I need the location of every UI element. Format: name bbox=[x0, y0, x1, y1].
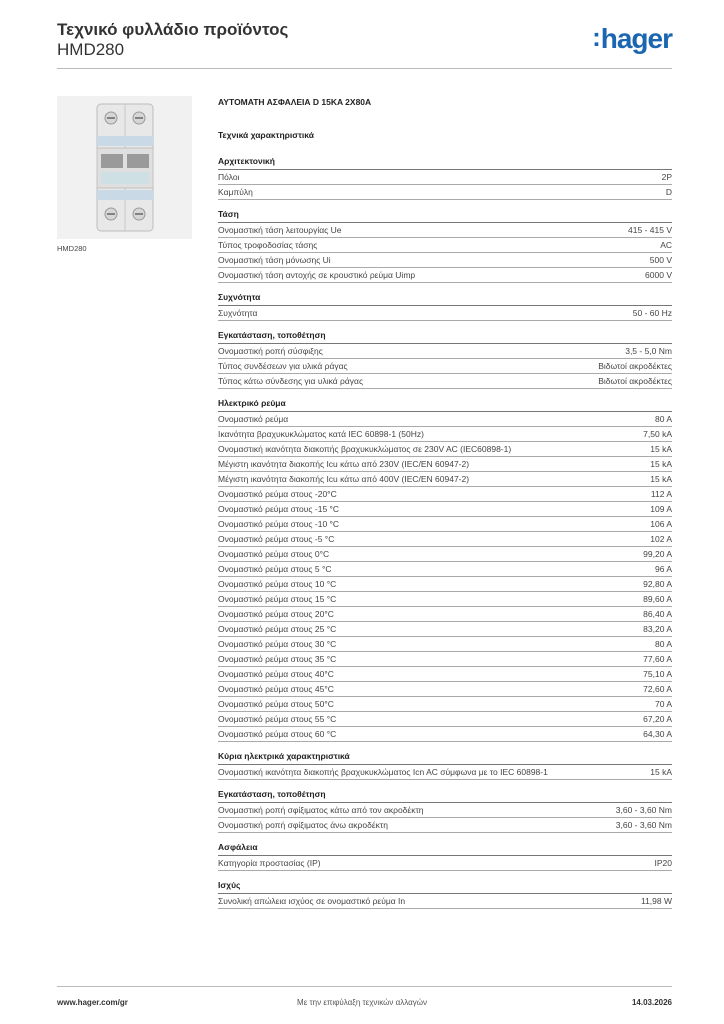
spec-row bbox=[218, 502, 672, 517]
spec-row bbox=[218, 472, 672, 487]
spec-value: 96 A bbox=[654, 564, 672, 574]
spec-row bbox=[218, 170, 672, 185]
spec-row bbox=[218, 457, 672, 472]
spec-section bbox=[218, 789, 672, 833]
spec-label: Ονομαστικό ρεύμα στους 30 °C bbox=[218, 639, 337, 649]
spec-value: 80 A bbox=[654, 414, 672, 424]
spec-section bbox=[218, 330, 672, 389]
section-title: Εγκατάσταση, τοποθέτηση bbox=[218, 330, 672, 344]
spec-label: Ικανότητα βραχυκυκλώματος κατά IEC 60898-1 (50Hz) bbox=[218, 429, 424, 439]
spec-row bbox=[218, 607, 672, 622]
spec-value: IP20 bbox=[654, 858, 672, 868]
hager-logo bbox=[592, 24, 672, 54]
spec-label: Ονομαστικό ρεύμα στους -15 °C bbox=[218, 504, 340, 514]
spec-row bbox=[218, 359, 672, 374]
spec-label: Ονομαστικό ρεύμα στους 50°C bbox=[218, 699, 334, 709]
spec-row bbox=[218, 637, 672, 652]
spec-row bbox=[218, 622, 672, 637]
section-title: Τάση bbox=[218, 209, 672, 223]
spec-row bbox=[218, 592, 672, 607]
spec-section bbox=[218, 292, 672, 321]
spec-label: Ονομαστική ικανότητα διακοπής βραχυκυκλώματος σε 230V AC (IEC60898-1) bbox=[218, 444, 512, 454]
spec-row bbox=[218, 442, 672, 457]
spec-row bbox=[218, 547, 672, 562]
section-title: Κύρια ηλεκτρικά χαρακτηριστικά bbox=[218, 751, 672, 765]
spec-label: Μέγιστη ικανότητα διακοπής Icu κάτω από 230V (IEC/EN 60947-2) bbox=[218, 459, 470, 469]
spec-label: Ονομαστικό ρεύμα στους 10 °C bbox=[218, 579, 337, 589]
spec-value: 6000 V bbox=[645, 270, 672, 280]
spec-label: Ονομαστικό ρεύμα στους 40°C bbox=[218, 669, 334, 679]
footer-date: 14.03.2026 bbox=[631, 998, 672, 1007]
spec-value: 92,80 A bbox=[643, 579, 672, 589]
spec-value: 15 kA bbox=[650, 767, 672, 777]
spec-value: 3,60 - 3,60 Nm bbox=[615, 820, 672, 830]
spec-value: 415 - 415 V bbox=[628, 225, 672, 235]
spec-value: 112 A bbox=[650, 489, 672, 499]
spec-value: 15 kA bbox=[650, 444, 672, 454]
spec-row bbox=[218, 517, 672, 532]
spec-label: Ονομαστικό ρεύμα στους -20°C bbox=[218, 489, 337, 499]
technical-specs-heading: Τεχνικά χαρακτηριστικά bbox=[218, 130, 314, 140]
section-title: Αρχιτεκτονική bbox=[218, 156, 672, 170]
spec-row bbox=[218, 185, 672, 200]
spec-row bbox=[218, 667, 672, 682]
spec-section bbox=[218, 842, 672, 871]
spec-label: Ονομαστική τάση λειτουργίας Ue bbox=[218, 225, 342, 235]
spec-row bbox=[218, 818, 672, 833]
spec-label: Ονομαστική ροπή σύσφιξης bbox=[218, 346, 323, 356]
spec-section bbox=[218, 398, 672, 742]
spec-value: 70 A bbox=[654, 699, 672, 709]
spec-label: Ονομαστικό ρεύμα bbox=[218, 414, 289, 424]
spec-value: 11,98 W bbox=[640, 896, 672, 906]
product-code: HMD280 bbox=[57, 40, 125, 59]
spec-label: Ονομαστικό ρεύμα στους 45°C bbox=[218, 684, 334, 694]
spec-row bbox=[218, 253, 672, 268]
spec-label: Ονομαστικό ρεύμα στους 0°C bbox=[218, 549, 330, 559]
spec-value: 109 A bbox=[650, 504, 672, 514]
spec-row bbox=[218, 374, 672, 389]
footer-website-link[interactable]: www.hager.com/gr bbox=[57, 998, 128, 1007]
product-image bbox=[57, 96, 192, 239]
spec-label: Ονομαστικό ρεύμα στους 35 °C bbox=[218, 654, 337, 664]
spec-value: 86,40 A bbox=[643, 609, 672, 619]
spec-row bbox=[218, 238, 672, 253]
spec-value: 67,20 A bbox=[643, 714, 672, 724]
spec-row bbox=[218, 412, 672, 427]
spec-value: 102 A bbox=[650, 534, 672, 544]
circuit-breaker-illustration bbox=[57, 96, 192, 239]
spec-row bbox=[218, 487, 672, 502]
spec-label: Ονομαστικό ρεύμα στους 25 °C bbox=[218, 624, 337, 634]
header-divider bbox=[57, 68, 672, 69]
spec-label: Ονομαστική τάση αντοχής σε κρουστικό ρεύμα Uimp bbox=[218, 270, 416, 280]
spec-value: 3,5 - 5,0 Nm bbox=[625, 346, 672, 356]
spec-row bbox=[218, 765, 672, 780]
spec-row bbox=[218, 532, 672, 547]
spec-label: Ονομαστικό ρεύμα στους -5 °C bbox=[218, 534, 335, 544]
spec-label: Ονομαστικό ρεύμα στους -10 °C bbox=[218, 519, 340, 529]
spec-value: Βιδωτοί ακροδέκτες bbox=[598, 361, 672, 371]
spec-row bbox=[218, 727, 672, 742]
spec-value: 64,30 A bbox=[643, 729, 672, 739]
spec-label: Ονομαστική ικανότητα διακοπής βραχυκυκλώματος Icn AC σύμφωνα με το IEC 60898-1 bbox=[218, 767, 548, 777]
section-title: Συχνότητα bbox=[218, 292, 672, 306]
spec-row bbox=[218, 803, 672, 818]
spec-value: 15 kA bbox=[650, 474, 672, 484]
spec-row bbox=[218, 344, 672, 359]
spec-value: 77,60 A bbox=[643, 654, 672, 664]
footer-divider bbox=[57, 986, 672, 987]
spec-row bbox=[218, 682, 672, 697]
spec-label: Ονομαστική ροπή σφίξιματος άνω ακροδέκτη bbox=[218, 820, 388, 830]
spec-section bbox=[218, 880, 672, 909]
spec-row bbox=[218, 856, 672, 871]
section-title: Ηλεκτρικό ρεύμα bbox=[218, 398, 672, 412]
spec-row bbox=[218, 223, 672, 238]
spec-row bbox=[218, 306, 672, 321]
spec-label: Τύπος συνδέσεων για υλικά ράγας bbox=[218, 361, 348, 371]
spec-value: 99,20 A bbox=[643, 549, 672, 559]
spec-label: Συνολική απώλεια ισχύος σε ονομαστικό ρεύμα In bbox=[218, 896, 406, 906]
spec-section bbox=[218, 209, 672, 283]
spec-value: 89,60 A bbox=[643, 594, 672, 604]
spec-label: Ονομαστικό ρεύμα στους 55 °C bbox=[218, 714, 337, 724]
spec-value: 50 - 60 Hz bbox=[632, 308, 672, 318]
spec-sections bbox=[218, 156, 672, 909]
spec-row bbox=[218, 577, 672, 592]
spec-value: 7,50 kA bbox=[643, 429, 672, 439]
spec-row bbox=[218, 712, 672, 727]
spec-label: Τύπος κάτω σύνδεσης για υλικά ράγας bbox=[218, 376, 364, 386]
spec-label: Ονομαστικό ρεύμα στους 5 °C bbox=[218, 564, 332, 574]
spec-row bbox=[218, 697, 672, 712]
spec-row bbox=[218, 894, 672, 909]
footer-notice: Με την επιφύλαξη τεχνικών αλλαγών bbox=[297, 998, 427, 1007]
spec-value: 15 kA bbox=[650, 459, 672, 469]
spec-label: Κατηγορία προστασίας (IP) bbox=[218, 858, 321, 868]
spec-content bbox=[218, 97, 672, 918]
spec-value: D bbox=[665, 187, 672, 197]
spec-value: 106 A bbox=[650, 519, 672, 529]
document-title: Τεχνικό φυλλάδιο προϊόντος bbox=[57, 20, 289, 39]
spec-value: 72,60 A bbox=[643, 684, 672, 694]
spec-label: Τύπος τροφοδοσίας τάσης bbox=[218, 240, 318, 250]
spec-label: Καμπύλη bbox=[218, 187, 253, 197]
spec-value: 2P bbox=[661, 172, 672, 182]
spec-value: 80 A bbox=[654, 639, 672, 649]
image-caption: HMD280 bbox=[57, 244, 87, 253]
spec-label: Πόλοι bbox=[218, 172, 240, 182]
spec-label: Ονομαστικό ρεύμα στους 15 °C bbox=[218, 594, 337, 604]
spec-row bbox=[218, 652, 672, 667]
spec-value: AC bbox=[660, 240, 672, 250]
spec-value: 75,10 A bbox=[643, 669, 672, 679]
spec-label: Ονομαστικό ρεύμα στους 20°C bbox=[218, 609, 334, 619]
spec-section bbox=[218, 156, 672, 200]
logo-text: hager bbox=[600, 23, 672, 54]
spec-section bbox=[218, 751, 672, 780]
section-title: Ισχύς bbox=[218, 880, 672, 894]
spec-label: Συχνότητα bbox=[218, 308, 258, 318]
spec-label: Ονομαστική τάση μόνωσης Ui bbox=[218, 255, 331, 265]
spec-row bbox=[218, 268, 672, 283]
spec-label: Ονομαστική ροπή σφίξιματος κάτω από τον ακροδέκτη bbox=[218, 805, 424, 815]
spec-row bbox=[218, 562, 672, 577]
spec-row bbox=[218, 427, 672, 442]
spec-value: Βιδωτοί ακροδέκτες bbox=[598, 376, 672, 386]
section-title: Εγκατάσταση, τοποθέτηση bbox=[218, 789, 672, 803]
spec-value: 3,60 - 3,60 Nm bbox=[615, 805, 672, 815]
spec-value: 83,20 A bbox=[643, 624, 672, 634]
product-title: ΑΥΤΟΜΑΤΗ ΑΣΦΑΛΕΙΑ D 15KA 2X80A bbox=[218, 97, 372, 107]
document-header bbox=[57, 20, 288, 60]
logo-colon-icon: : bbox=[592, 22, 600, 52]
spec-label: Μέγιστη ικανότητα διακοπής Icu κάτω από 400V (IEC/EN 60947-2) bbox=[218, 474, 470, 484]
spec-label: Ονομαστικό ρεύμα στους 60 °C bbox=[218, 729, 337, 739]
spec-value: 500 V bbox=[649, 255, 672, 265]
section-title: Ασφάλεια bbox=[218, 842, 672, 856]
